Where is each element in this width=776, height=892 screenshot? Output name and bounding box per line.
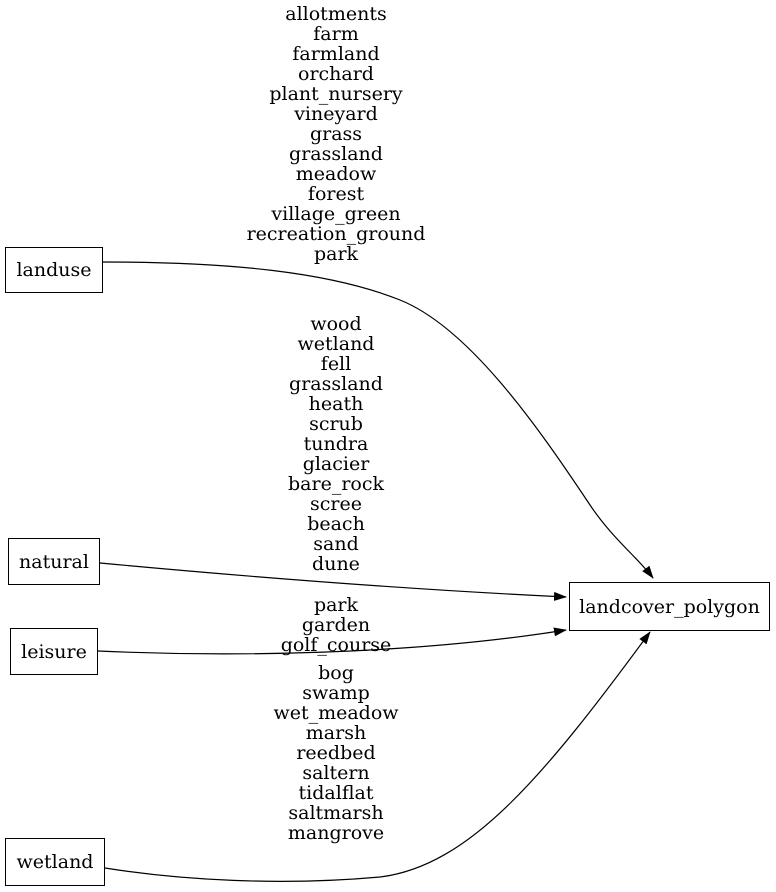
edge-label-line: glacier (302, 453, 370, 475)
edge-label-line: golf_course (280, 634, 392, 656)
edge-label-line: scrub (309, 413, 363, 435)
node-wetland-label: wetland (16, 851, 94, 873)
edge-label-line: fell (320, 353, 352, 375)
edge-label-line: park (313, 243, 359, 265)
edge-label-line: grassland (289, 373, 383, 395)
edge-label-line: vineyard (294, 103, 378, 125)
edge-label-wetland-values (273, 663, 398, 843)
edge-label-line: meadow (295, 163, 377, 185)
edge-label-natural-values (288, 314, 384, 574)
edge-label-line: bare_rock (288, 473, 384, 495)
edge-label-line: recreation_ground (246, 223, 426, 245)
edge-label-line: farm (313, 23, 359, 45)
edge-label-line: marsh (305, 722, 367, 744)
node-landuse (5, 247, 103, 293)
node-natural-label: natural (19, 550, 89, 573)
edge-label-line: saltern (302, 762, 370, 784)
edge-label-line: tundra (303, 433, 369, 455)
edge-label-landuse-values (247, 4, 426, 264)
edge-label-line: reedbed (296, 742, 376, 764)
edge-label-line: allotments (285, 3, 387, 25)
edge-label-line: forest (307, 183, 365, 205)
node-natural (8, 538, 100, 585)
node-wetland (5, 838, 105, 886)
edge-label-line: plant_nursery (269, 83, 403, 105)
edge-label-line: village_green (271, 203, 401, 225)
edge-label-line: wood (310, 313, 362, 335)
node-landcover-polygon-label: landcover_polygon (579, 595, 760, 618)
edge-label-line: mangrove (287, 822, 385, 844)
edge-label-line: grassland (289, 143, 383, 165)
edge-label-line: garden (301, 614, 371, 636)
node-landuse-label: landuse (16, 259, 92, 281)
edge-label-line: farmland (292, 43, 380, 65)
edge-label-line: swamp (302, 682, 370, 704)
edge-label-line: heath (308, 393, 364, 415)
edge-label-line: orchard (298, 63, 374, 85)
edge-label-line: saltmarsh (288, 802, 384, 824)
edge-label-line: beach (307, 513, 365, 535)
edge-label-leisure-values (281, 595, 392, 655)
edge-label-line: scree (310, 493, 362, 515)
edge-label-line: sand (313, 533, 359, 555)
edge-label-line: dune (312, 553, 360, 575)
edge-label-line: grass (309, 123, 363, 145)
node-leisure (10, 628, 98, 675)
edge-label-line: bog (318, 662, 354, 684)
node-landcover-polygon (569, 582, 770, 631)
edge-label-line: park (313, 594, 359, 616)
edge-label-line: tidalflat (298, 782, 374, 804)
edge-label-line: wet_meadow (273, 702, 399, 724)
edge-label-line: wetland (297, 333, 375, 355)
node-leisure-label: leisure (21, 640, 87, 663)
